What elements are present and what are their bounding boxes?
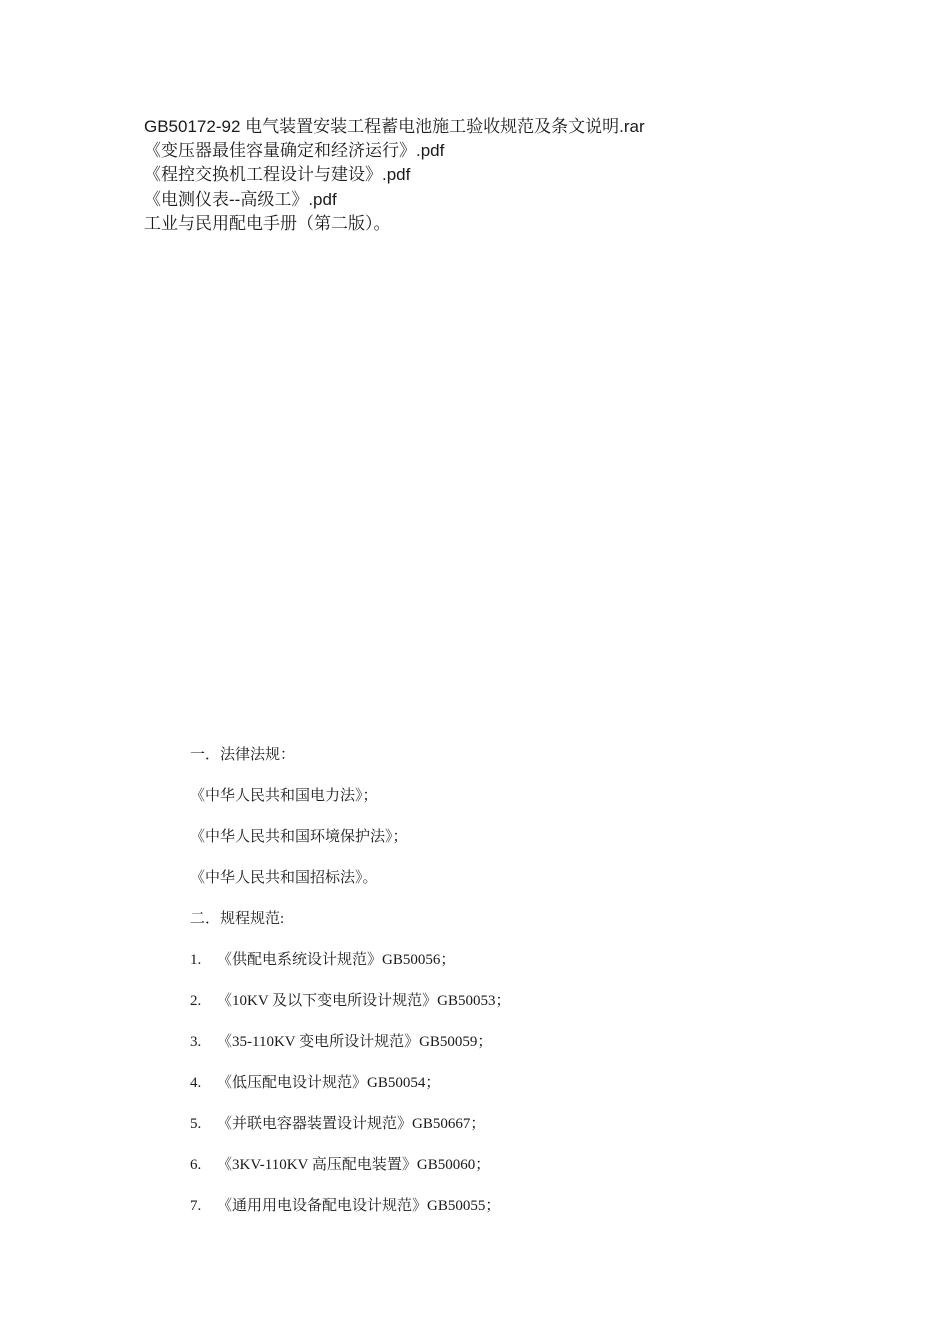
standard-item-number: 3.: [190, 1034, 202, 1050]
standard-item-number: 2.: [190, 993, 202, 1009]
standard-item: [190, 990, 510, 1031]
standard-item: [190, 1031, 510, 1072]
standard-item: [190, 1195, 510, 1236]
law-item: 《中华人民共和国招标法》。: [190, 870, 378, 886]
standard-item-number: 5.: [190, 1116, 202, 1132]
standard-item: [190, 949, 510, 990]
standard-item: [190, 1154, 510, 1195]
standards-heading: 二．规程规范:: [190, 911, 285, 927]
file-list-item: 《程控交换机工程设计与建设》.pdf: [144, 165, 411, 185]
standard-item-text: 《35-110KV 变电所设计规范》GB50059；: [217, 1034, 493, 1050]
standard-item-text: 《供配电系统设计规范》GB50056；: [217, 952, 456, 968]
standard-item-text: 《低压配电设计规范》GB50054；: [217, 1075, 441, 1091]
standard-item-number: 7.: [190, 1198, 202, 1214]
standard-item-text: 《并联电容器装置设计规范》GB50667；: [217, 1116, 486, 1132]
law-item: 《中华人民共和国电力法》；: [190, 788, 378, 804]
design-basis-section: [190, 744, 510, 1236]
standard-item-text: 《10KV 及以下变电所设计规范》GB50053；: [217, 993, 511, 1009]
standard-item-number: 1.: [190, 952, 202, 968]
standard-item: [190, 1072, 510, 1113]
file-list-item: 《变压器最佳容量确定和经济运行》.pdf: [144, 141, 445, 161]
standard-item: [190, 1113, 510, 1154]
file-list-item: 工业与民用配电手册（第二版）。: [144, 213, 391, 233]
standard-item-number: 4.: [190, 1075, 202, 1091]
file-list: [144, 115, 645, 236]
law-item: 《中华人民共和国环境保护法》；: [190, 829, 408, 845]
standard-item-number: 6.: [190, 1157, 202, 1173]
standard-item-text: 《通用用电设备配电设计规范》GB50055；: [217, 1198, 501, 1214]
laws-heading: 一．法律法规：: [190, 747, 296, 763]
file-list-item: GB50172-92 电气装置安装工程蓄电池施工验收规范及条文说明.rar: [144, 117, 645, 136]
file-list-item: 《电测仪表--高级工》.pdf: [144, 189, 337, 209]
standard-item-text: 《3KV-110KV 高压配电装置》GB50060；: [217, 1157, 491, 1173]
